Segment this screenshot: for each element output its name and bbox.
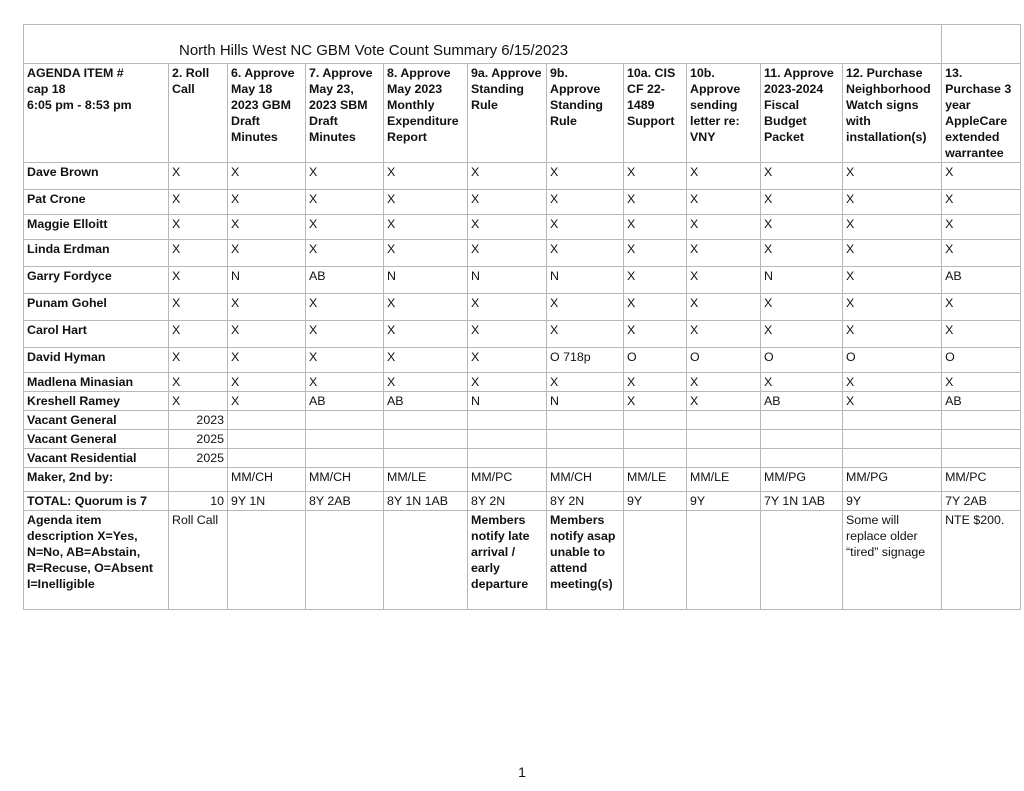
vote-cell: X [687,267,761,294]
vote-cell: X [468,321,547,348]
vote-cell: N [761,267,843,294]
empty-cell [468,449,547,468]
vote-cell: X [306,163,384,190]
description-label: Agenda item description X=Yes, N=No, AB=Abstain, R=Recuse, O=Absent I=Inelligible [24,511,169,610]
empty-cell [843,449,942,468]
vote-cell: X [761,215,843,240]
vote-cell: X [384,348,468,373]
vote-cell: X [547,163,624,190]
total-cell: 7Y 2AB [942,492,1021,511]
maker-row [24,468,1021,492]
vote-cell: N [547,392,624,411]
column-header: 9a. Approve Standing Rule [468,64,547,163]
total-cell: 8Y 2N [468,492,547,511]
vote-cell: O [843,348,942,373]
column-header: 13. Purchase 3 year AppleCare extended warrantee [942,64,1021,163]
vote-cell: X [761,294,843,321]
empty-cell [468,411,547,430]
vote-cell: X [843,373,942,392]
empty-cell [228,449,306,468]
vote-cell: X [624,215,687,240]
vote-cell: X [687,392,761,411]
description-row [24,511,1021,610]
member-name: Punam Gohel [24,294,169,321]
vote-cell: X [228,190,306,215]
empty-cell [228,411,306,430]
agenda-label-line-1: AGENDA ITEM # [27,66,124,80]
agenda-item-label [24,64,169,163]
vote-cell: X [169,348,228,373]
vote-cell: X [687,163,761,190]
total-cell: 10 [169,492,228,511]
vote-cell: X [761,373,843,392]
member-name: Maggie Elloitt [24,215,169,240]
vote-cell: X [687,373,761,392]
vote-cell: X [687,321,761,348]
vote-cell: X [384,321,468,348]
vote-cell: X [169,373,228,392]
vote-cell: X [687,240,761,267]
vote-cell: X [843,267,942,294]
description-cell [761,511,843,610]
vacancy-label: Vacant Residential [24,449,169,468]
maker-cell: MM/PG [761,468,843,492]
vote-cell: X [169,267,228,294]
vote-cell: X [843,215,942,240]
vote-cell: X [942,240,1021,267]
vote-count-table [23,24,1021,610]
vote-cell: N [547,267,624,294]
total-cell: 9Y [687,492,761,511]
vote-cell: X [843,190,942,215]
member-name: Pat Crone [24,190,169,215]
member-name: Carol Hart [24,321,169,348]
member-row [24,267,1021,294]
vote-cell: X [468,373,547,392]
empty-cell [687,449,761,468]
vacancy-row [24,411,1021,430]
vote-cell: AB [306,392,384,411]
vote-cell: O 718p [547,348,624,373]
description-cell: Members notify late arrival / early departure [468,511,547,610]
maker-cell: MM/PC [468,468,547,492]
vote-cell: X [384,240,468,267]
description-cell: Members notify asap unable to attend meeting(s) [547,511,624,610]
vacancy-year: 2023 [169,411,228,430]
empty-cell [761,449,843,468]
total-cell: 9Y 1N [228,492,306,511]
vote-cell: X [228,240,306,267]
vote-cell: X [624,163,687,190]
vote-cell: X [624,240,687,267]
member-row [24,321,1021,348]
vote-cell: X [547,321,624,348]
vote-cell: X [306,348,384,373]
page-title: North Hills West NC GBM Vote Count Summary 6/15/2023 [24,25,942,64]
vote-cell: X [843,294,942,321]
vote-cell: X [761,321,843,348]
column-header: 10a. CIS CF 22-1489 Support [624,64,687,163]
total-cell: 9Y [624,492,687,511]
column-header: 10b. Approve sending letter re: VNY [687,64,761,163]
vote-cell: O [624,348,687,373]
vote-cell: AB [761,392,843,411]
vote-cell: N [228,267,306,294]
vote-cell: O [942,348,1021,373]
vote-cell: X [169,215,228,240]
vote-cell: X [169,163,228,190]
empty-cell [624,430,687,449]
vote-cell: AB [942,392,1021,411]
total-cell: 9Y [843,492,942,511]
vote-cell: X [228,321,306,348]
vote-cell: X [228,373,306,392]
maker-cell: MM/CH [228,468,306,492]
empty-cell [942,411,1021,430]
total-cell: 8Y 1N 1AB [384,492,468,511]
total-label: TOTAL: Quorum is 7 [24,492,169,511]
empty-cell [547,430,624,449]
empty-cell [942,430,1021,449]
vacancy-label: Vacant General [24,430,169,449]
description-cell: NTE $200. [942,511,1021,610]
vote-cell: AB [942,267,1021,294]
table-body [24,25,1021,610]
vacancy-year: 2025 [169,449,228,468]
vote-cell: X [547,373,624,392]
description-cell: Some will replace older “tired” signage [843,511,942,610]
member-row [24,392,1021,411]
vote-cell: X [169,190,228,215]
empty-cell [843,411,942,430]
agenda-label-line-3: 6:05 pm - 8:53 pm [27,98,132,112]
vote-cell: X [306,215,384,240]
vote-cell: O [687,348,761,373]
vote-cell: X [843,163,942,190]
empty-cell [228,430,306,449]
member-name: Kreshell Ramey [24,392,169,411]
header-row [24,64,1021,163]
total-cell: 8Y 2N [547,492,624,511]
vote-cell: AB [306,267,384,294]
vote-cell: X [624,267,687,294]
vote-cell: X [228,348,306,373]
vote-cell: X [547,240,624,267]
vote-cell: X [384,163,468,190]
vote-cell: N [468,267,547,294]
member-row [24,294,1021,321]
vote-cell: X [384,373,468,392]
vote-cell: X [624,373,687,392]
description-cell: Roll Call [169,511,228,610]
vacancy-year: 2025 [169,430,228,449]
maker-cell [169,468,228,492]
vote-cell: X [942,190,1021,215]
maker-cell: MM/CH [306,468,384,492]
empty-cell [384,430,468,449]
vote-cell: X [228,392,306,411]
empty-cell [843,430,942,449]
description-cell [228,511,306,610]
vote-cell: X [761,240,843,267]
vote-cell: X [306,240,384,267]
column-header: 9b. Approve Standing Rule [547,64,624,163]
vote-cell: X [228,215,306,240]
vote-cell: X [468,240,547,267]
empty-cell [468,430,547,449]
member-name: Dave Brown [24,163,169,190]
empty-cell [761,430,843,449]
vote-cell: X [624,321,687,348]
vote-cell: X [306,294,384,321]
vote-cell: X [468,294,547,321]
vote-cell: X [843,321,942,348]
vote-cell: X [468,348,547,373]
vote-cell: X [384,190,468,215]
vote-cell: X [547,215,624,240]
empty-cell [547,411,624,430]
vote-cell: X [384,294,468,321]
column-header: 8. Approve May 2023 Monthly Expenditure Report [384,64,468,163]
vote-cell: X [384,215,468,240]
title-row-blank [942,25,1021,64]
member-name: Linda Erdman [24,240,169,267]
empty-cell [761,411,843,430]
page-number: 1 [518,764,526,780]
column-header: 7. Approve May 23, 2023 SBM Draft Minutes [306,64,384,163]
vote-cell: X [624,392,687,411]
vote-cell: X [547,294,624,321]
vote-cell: X [169,392,228,411]
vote-cell: AB [384,392,468,411]
description-cell [624,511,687,610]
vote-cell: X [761,190,843,215]
description-cell [384,511,468,610]
member-row [24,240,1021,267]
empty-cell [942,449,1021,468]
maker-cell: MM/CH [547,468,624,492]
vote-cell: X [228,294,306,321]
member-row [24,163,1021,190]
column-header: 6. Approve May 18 2023 GBM Draft Minutes [228,64,306,163]
vote-summary-sheet [23,24,1020,610]
vote-cell: X [547,190,624,215]
empty-cell [624,411,687,430]
empty-cell [624,449,687,468]
vote-cell: X [687,294,761,321]
maker-label: Maker, 2nd by: [24,468,169,492]
vote-cell: X [942,215,1021,240]
column-header: 11. Approve 2023-2024 Fiscal Budget Packet [761,64,843,163]
vote-cell: X [942,321,1021,348]
vote-cell: X [306,190,384,215]
empty-cell [687,411,761,430]
maker-cell: MM/PC [942,468,1021,492]
member-row [24,190,1021,215]
column-header: 12. Purchase Neighborhood Watch signs with installation(s) [843,64,942,163]
vote-cell: X [687,190,761,215]
vacancy-row [24,449,1021,468]
empty-cell [306,430,384,449]
vote-cell: X [228,163,306,190]
member-name: Garry Fordyce [24,267,169,294]
member-name: David Hyman [24,348,169,373]
vote-cell: X [942,163,1021,190]
maker-cell: MM/LE [687,468,761,492]
column-header: 2. Roll Call [169,64,228,163]
vote-cell: X [468,215,547,240]
empty-cell [306,411,384,430]
empty-cell [547,449,624,468]
empty-cell [306,449,384,468]
vote-cell: X [169,294,228,321]
vote-cell: X [468,190,547,215]
vote-cell: X [843,240,942,267]
maker-cell: MM/LE [624,468,687,492]
empty-cell [687,430,761,449]
vote-cell: X [843,392,942,411]
description-cell [306,511,384,610]
vote-cell: X [687,215,761,240]
member-row [24,373,1021,392]
vote-cell: O [761,348,843,373]
vacancy-row [24,430,1021,449]
empty-cell [384,449,468,468]
vote-cell: N [468,392,547,411]
total-cell: 8Y 2AB [306,492,384,511]
vote-cell: X [468,163,547,190]
vote-cell: X [624,294,687,321]
maker-cell: MM/LE [384,468,468,492]
vote-cell: X [761,163,843,190]
vote-cell: X [942,294,1021,321]
maker-cell: MM/PG [843,468,942,492]
vote-cell: N [384,267,468,294]
vote-cell: X [306,373,384,392]
vote-cell: X [942,373,1021,392]
vacancy-label: Vacant General [24,411,169,430]
member-name: Madlena Minasian [24,373,169,392]
total-cell: 7Y 1N 1AB [761,492,843,511]
member-row [24,348,1021,373]
agenda-label-line-2: cap 18 [27,82,66,96]
vote-cell: X [624,190,687,215]
title-row [24,25,1021,64]
vote-cell: X [306,321,384,348]
total-row [24,492,1021,511]
member-row [24,215,1021,240]
vote-cell: X [169,321,228,348]
empty-cell [384,411,468,430]
description-cell [687,511,761,610]
vote-cell: X [169,240,228,267]
